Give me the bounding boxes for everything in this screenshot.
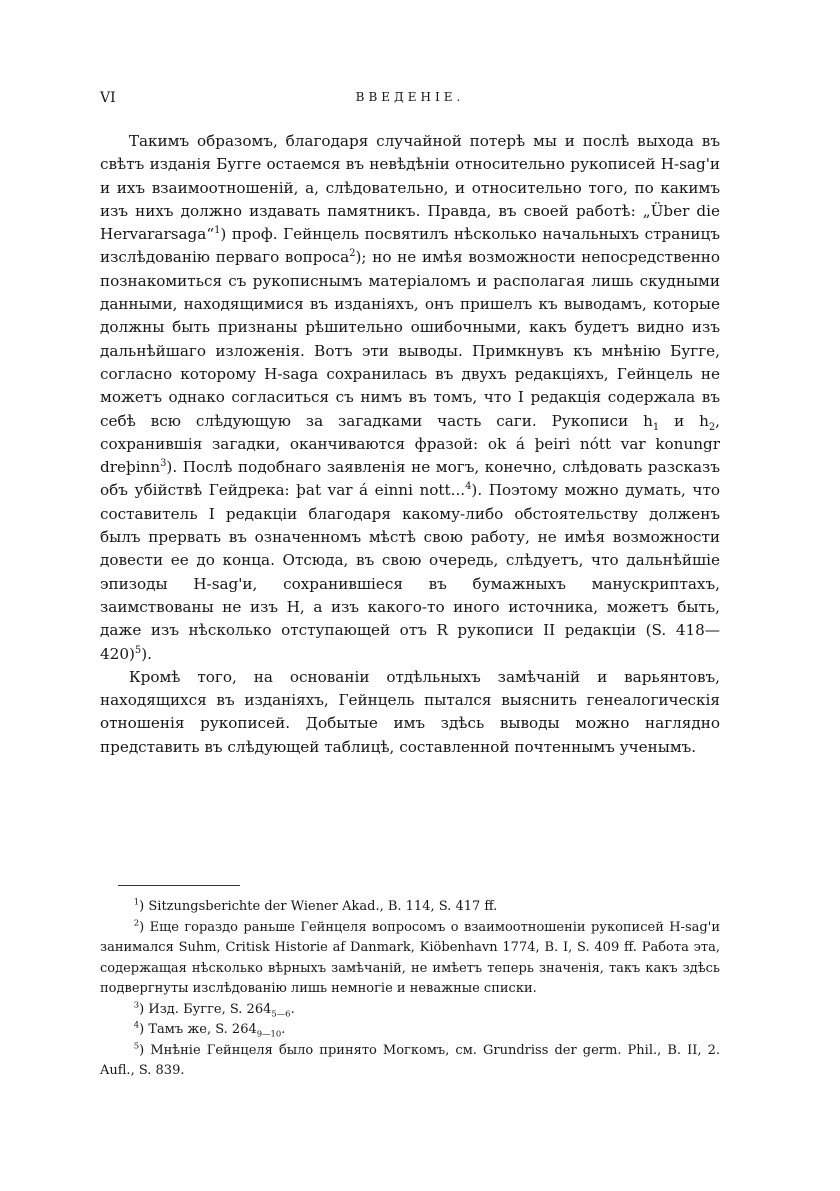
footnote-5: $^5$) Мнѣніе Гейнцеля было принято Могкомъ, см. Grundriss der germ. Phil., B. II, 2. Aufl., S. 839. — [100, 1040, 720, 1078]
footnote-ref-5[interactable]: 5 — [134, 644, 142, 656]
footnote-1: $^1$) Sitzungsberichte der Wiener Akad., B. 114, S. 417 ff. — [133, 896, 498, 914]
footnotes — [100, 897, 720, 1082]
footnote-2: $^2$) Еще гораздо раньше Гейнцеля вопросомъ о взаимоотношеніи рукописей H-sag'и занимался Suhm, Critisk Historie af Danmark, Kiöbenhavn 1774, B. I, S. 409 ff. Работа эта, содержащая нѣсколько вѣрныхъ замѣчаній, не имѣетъ теперь значенія, такъ какъ здѣсь подвергнуты изслѣдованію лишь немногіе и неважные списки. — [100, 917, 720, 996]
page-number: VI — [100, 90, 116, 106]
footnote-divider — [118, 885, 240, 886]
running-title: ВВЕДЕНIЕ. — [355, 90, 465, 104]
footnote-3: $^3$) Изд. Бугге, S. $264_{5—6}$. — [133, 999, 295, 1019]
footnote-ref-1[interactable]: 1 — [214, 225, 221, 237]
main-text — [100, 130, 720, 759]
footnote-4: $^4$) Тамъ же, S. $264_{9—10}$. — [133, 1019, 286, 1039]
paragraph-1: Такимъ образомъ, благодаря случайной потерѣ мы и послѣ выхода въ свѣтъ изданія Бугге остаемся въ невѣдѣніи относительно рукописей H-sag'и и ихъ взаимоотношеній, а, слѣдовательно, и относительно того, по какимъ изъ нихъ должно издавать памятникъ. Правда, въ своей работѣ: „Über die Hervararsaga“$^1$) проф. Гейнцель посвятилъ нѣсколько начальныхъ страницъ изслѣдованію перваго вопроса$^2$); но не имѣя возможности непосредственно познакомиться съ рукописнымъ матеріаломъ и располагая лишь скудными данными, находящимися въ изданіяхъ, онъ пришелъ къ выводамъ, которые должны быть признаны рѣшительно ошибочными, какъ будетъ видно изъ дальнѣйшаго изложенія. Вотъ эти выводы. Примкнувъ къ мнѣнію Бугге, согласно которому H-saga сохранилась въ двухъ редакціяхъ, Гейнцель не можетъ однако согласиться съ нимъ въ томъ, что I редакція содержала въ себѣ всю слѣдующую за загадками часть саги. Рукописи $h_1$ и $h_2$, сохранившія загадки, оканчиваются фразой: ok á þeiri nótt var konungr dreþinn$^3$). Послѣ подобнаго заявленія не могъ, конечно, слѣдовать разсказъ объ убійствѣ Гейдрека: þat var á einni nott...$^4$). Поэтому можно думать, что составитель I редакціи благодаря какому-либо обстоятельству долженъ былъ прервать въ означенномъ мѣстѣ свою работу, не имѣя возможности довести ее до конца. Отсюда, въ свою очередь, слѣдуетъ, что дальнѣйшіе эпизоды H-sag'и, сохранившіеся въ бумажныхъ манускриптахъ, заимствованы не изъ H, а изъ какого-то иного источника, можетъ быть, даже изъ нѣсколько отступающей отъ R рукописи II редакціи (S. 418—420)$^5$). — [100, 132, 720, 663]
footnote-ref-3[interactable]: 3 — [160, 458, 167, 470]
page-header — [100, 90, 720, 112]
paragraph-2: Кромѣ того, на основаніи отдѣльныхъ замѣчаній и варьянтовъ, находящихся въ изданіяхъ, Гейнцель пытался выяснить генеалогическія отношенія рукописей. Добытые имъ здѣсь выводы можно наглядно представить въ слѣдующей таблицѣ, составленной почтеннымъ ученымъ. — [100, 667, 720, 756]
footnote-ref-4[interactable]: 4 — [465, 481, 472, 493]
footnote-ref-2[interactable]: 2 — [349, 248, 356, 260]
